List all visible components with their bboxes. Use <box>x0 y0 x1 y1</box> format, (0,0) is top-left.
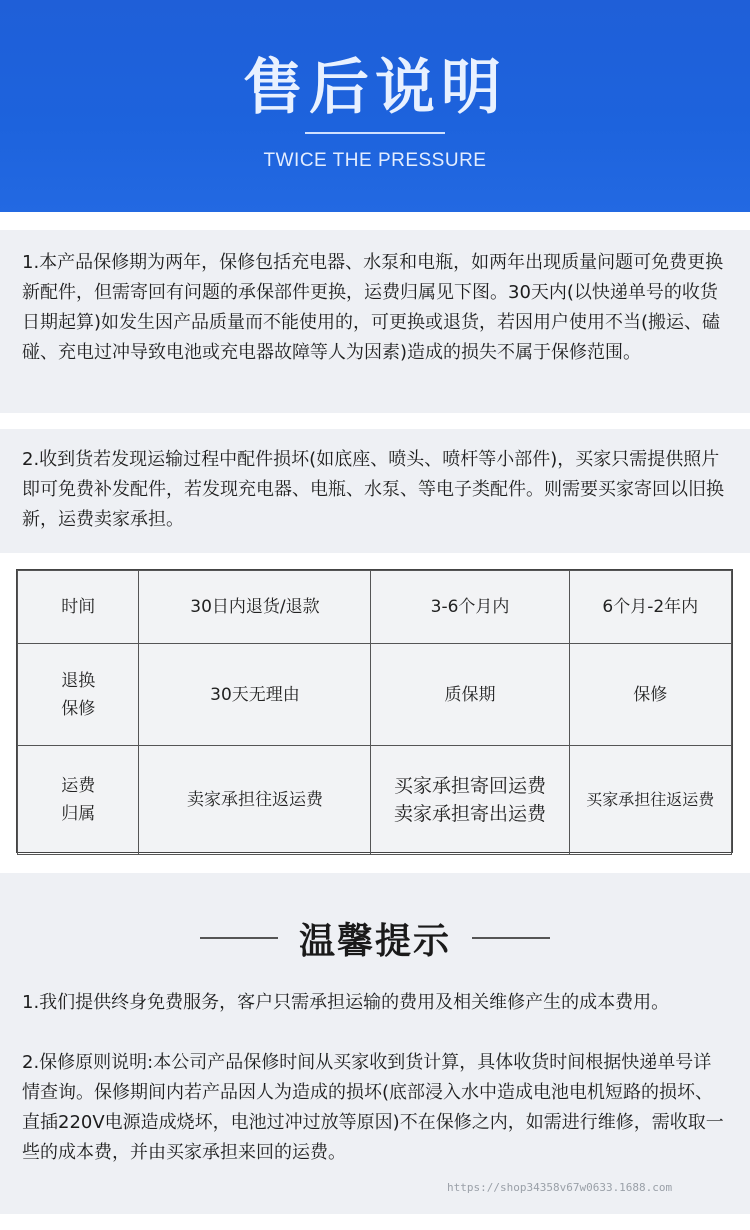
header-banner <box>0 0 750 212</box>
table-cell: 30日内退货/退款 <box>139 571 371 644</box>
table-cell-label: 运费 归属 <box>18 746 139 855</box>
spacer <box>0 212 750 230</box>
title-underline <box>305 132 445 134</box>
page-title: 售后说明 <box>243 53 507 123</box>
spacer <box>0 1214 750 1230</box>
tip-paragraph-2: 2.保修原则说明:本公司产品保修时间从买家收到货计算，具体收货时间根据快递单号详情查询。保修期间内若产品因人为造成的损坏(底部浸入水中造成电池电机短路的损坏、直插220V电源造成烧坏，电池过冲过放等原因)不在保修之内，如需进行维修，需收取一些的成本费，并由买家承担来回的运费。 <box>22 1052 724 1163</box>
tips-title: 温馨提示 <box>298 921 451 962</box>
table-cell: 保修 <box>569 644 731 746</box>
spacer <box>0 413 750 429</box>
warranty-table <box>16 569 733 853</box>
page-subtitle: TWICE THE PRESSURE <box>263 150 487 171</box>
table-cell: 买家承担往返运费 <box>569 746 731 855</box>
table-row <box>18 571 732 644</box>
table-cell-label: 时间 <box>18 571 139 644</box>
table-cell: 30天无理由 <box>139 644 371 746</box>
warranty-section-1 <box>0 230 750 413</box>
table-cell-label: 退换 保修 <box>18 644 139 746</box>
warranty-paragraph-1: 1.本产品保修期为两年，保修包括充电器、水泵和电瓶，如两年出现质量问题可免费更换新配件，但需寄回有问题的承保部件更换，运费归属见下图。30天内(以快递单号的收货日期起算)如发生因产品质量而不能使用的，可更换或退货，若因用户使用不当(搬运、磕碰、充电过冲导致电池或充电器故障等人为因素)造成的损失不属于保修范围。 <box>22 252 724 363</box>
warranty-paragraph-2: 2.收到货若发现运输过程中配件损坏(如底座、喷头、喷杆等小部件)，买家只需提供照片即可免费补发配件，若发现充电器、电瓶、水泵、等电子类配件。则需要买家寄回以旧换新，运费卖家承担。 <box>22 449 724 530</box>
tips-heading <box>0 913 750 961</box>
table-cell: 3-6个月内 <box>371 571 569 644</box>
warranty-section-2 <box>0 429 750 553</box>
tip-paragraph-1: 1.我们提供终身免费服务，客户只需承担运输的费用及相关维修产生的成本费用。 <box>22 992 670 1013</box>
table-cell: 买家承担寄回运费 卖家承担寄出运费 <box>371 746 569 855</box>
table-cell: 质保期 <box>371 644 569 746</box>
table-cell: 6个月-2年内 <box>569 571 731 644</box>
tips-section <box>0 873 750 1214</box>
shop-watermark: https://shop34358v67w0633.1688.com <box>447 1181 673 1194</box>
table-row <box>18 644 732 746</box>
table-row <box>18 746 732 855</box>
table-cell: 卖家承担往返运费 <box>139 746 371 855</box>
divider <box>472 937 550 939</box>
